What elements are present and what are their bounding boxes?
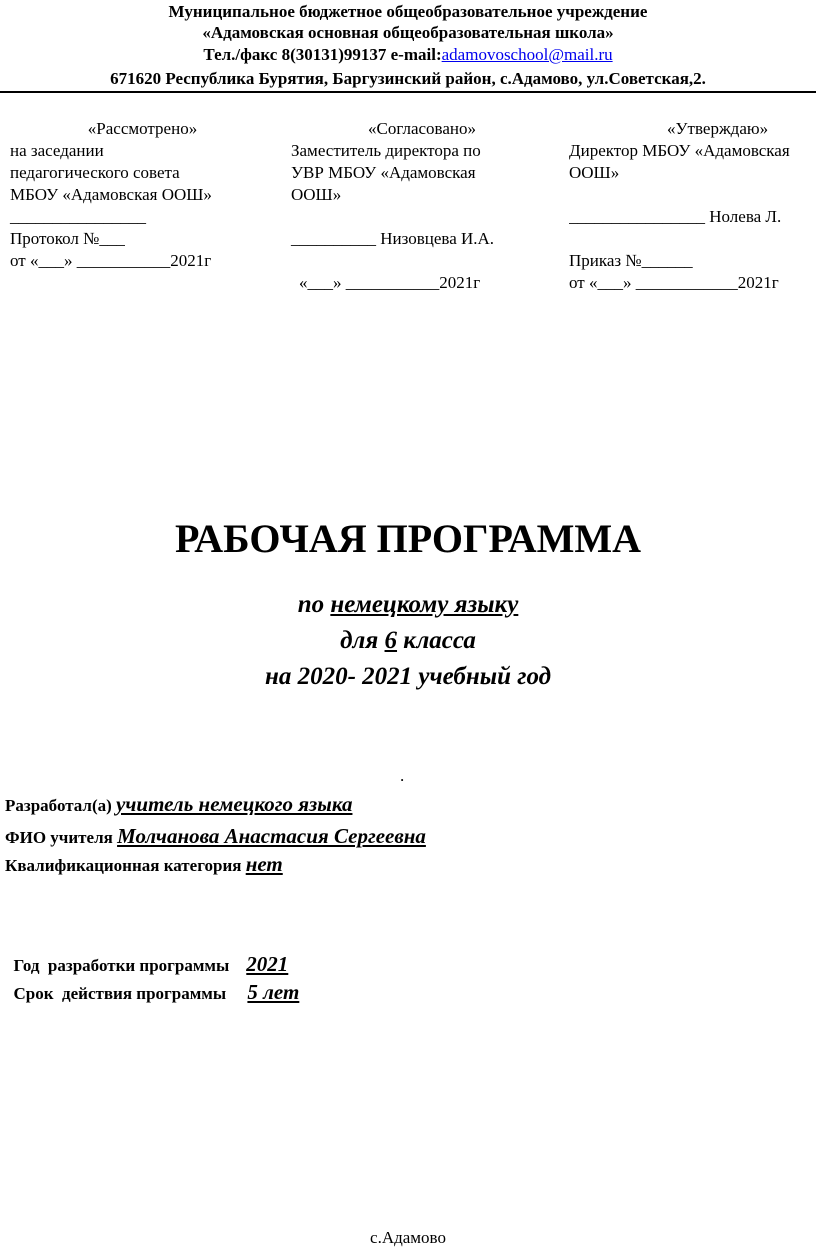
contact-line — [0, 45, 816, 64]
term-value: 5 лет — [247, 980, 300, 1004]
approved-title: «Утверждаю» — [667, 119, 769, 138]
address-line: 671620 Республика Бурятия, Баргузинский район, с.Адамово, ул.Советская,2. — [110, 69, 706, 88]
year-value: 2021 — [246, 952, 289, 976]
subject-line — [0, 587, 816, 623]
reviewed-line: МБОУ «Адамовская ООШ» — [10, 185, 212, 204]
reviewed-protocol: Протокол №___ — [10, 229, 125, 248]
approved-signature: ________________ Нолева Л. — [569, 207, 782, 226]
category-label: Квалификационная категория — [5, 856, 246, 875]
agreed-spacer — [291, 206, 553, 228]
grade-prefix: для — [340, 627, 385, 654]
subject-prefix: по — [297, 591, 331, 618]
agreed-signature: __________ Низовцева И.А. — [291, 229, 495, 248]
developer-value: учитель немецкого языка — [116, 792, 353, 816]
grade-number: 6 — [384, 627, 398, 654]
document-title: РАБОЧАЯ ПРОГРАММА — [174, 516, 642, 561]
reviewed-block — [10, 118, 275, 272]
approved-line: ООШ» — [569, 163, 620, 182]
phone-fax: Тел./факс 8(30131)99137 e-mail: — [203, 45, 442, 64]
category-line — [5, 851, 283, 879]
header-divider — [0, 91, 816, 93]
agreed-spacer — [291, 250, 553, 272]
teacher-line — [5, 823, 426, 851]
agreed-line: Заместитель директора по — [291, 141, 481, 160]
year-label: Год разработки программы — [13, 956, 247, 975]
approved-spacer — [569, 184, 816, 206]
developer-line — [5, 791, 352, 819]
approved-line: Директор МБОУ «Адамовская — [569, 141, 790, 160]
school-name-line: Муниципальное бюджетное общеобразовательное учреждение — [168, 2, 648, 21]
agreed-line: ООШ» — [291, 185, 342, 204]
developer-label: Разработал(а) — [5, 796, 117, 815]
approved-block — [569, 118, 816, 294]
school-year-line: на 2020- 2021 учебный год — [264, 663, 552, 690]
reviewed-line: педагогического совета — [10, 163, 180, 182]
grade-suffix: класса — [397, 627, 476, 654]
agreed-title: «Согласовано» — [368, 119, 476, 138]
reviewed-line: на заседании — [10, 141, 104, 160]
agreed-date: «___» ___________2021г — [299, 273, 481, 292]
subject-name: немецкому языку — [330, 591, 519, 618]
category-value: нет — [245, 852, 283, 876]
reviewed-date: от «___» ___________2021г — [10, 251, 212, 270]
agreed-line: УВР МБОУ «Адамовская — [291, 163, 476, 182]
approved-spacer — [569, 228, 816, 250]
approved-order: Приказ №______ — [569, 251, 693, 270]
reviewed-title: «Рассмотрено» — [87, 119, 198, 138]
teacher-label: ФИО учителя — [5, 828, 118, 847]
reviewed-signature-line: ________________ — [10, 207, 146, 226]
school-full-name: «Адамовская основная общеобразовательная школа» — [202, 23, 614, 42]
place-of-issue: с.Адамово — [370, 1228, 446, 1247]
stray-dot: . — [400, 766, 405, 785]
teacher-value: Молчанова Анастасия Сергеевна — [117, 824, 426, 848]
email-link[interactable]: adamovoschool@mail.ru — [441, 45, 613, 64]
term-line — [5, 953, 299, 1007]
agreed-block — [291, 118, 553, 294]
approved-date: от «___» ____________2021г — [569, 273, 779, 292]
grade-line — [0, 623, 816, 659]
term-label: Срок действия программы — [13, 984, 248, 1003]
